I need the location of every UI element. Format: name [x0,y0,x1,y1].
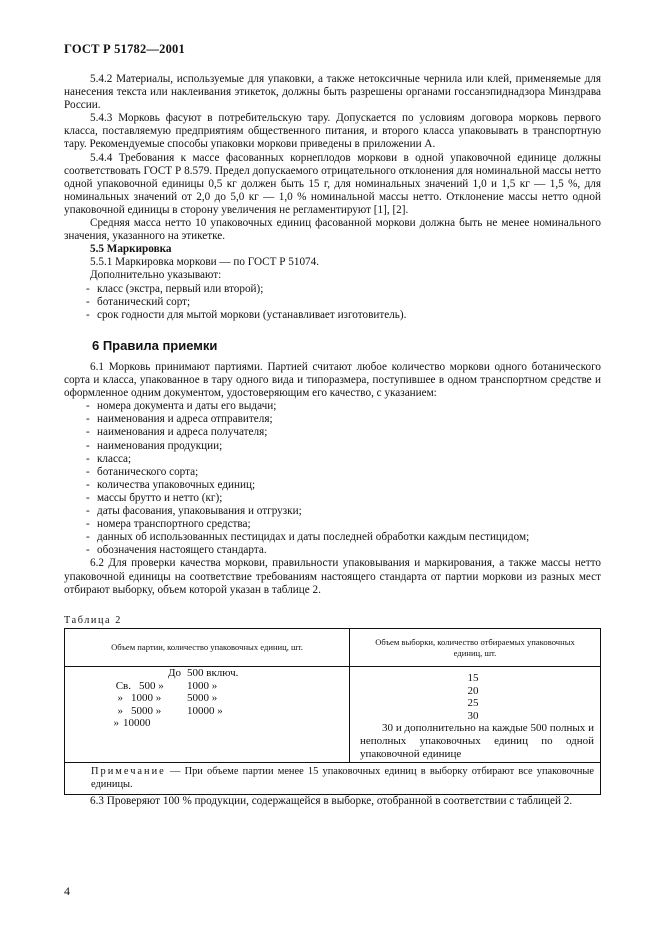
range-prefix: » [113,717,119,730]
list-item: - данных об использованных пестицидах и даты последней обработки каждым пестицидом; [84,531,601,544]
range-to: 10000 » [187,704,223,717]
range-prefix: » [117,692,123,705]
lot-size-cell [65,667,350,763]
sample-value-extra: 30 и дополнительно на каждые 500 полных и неполных упаковочных единиц по одной упаковочной единице [360,722,594,760]
table-row [65,692,349,705]
list-item: - срок годности для мытой моркови (устанавливает изготовитель). [84,309,601,322]
table-header-lot-size: Объем партии, количество упаковочных единиц, шт. [65,629,350,667]
range-from: 5000 » [131,704,162,717]
list-item: - обозначения настоящего стандарта. [84,544,601,557]
range-to: 5000 » [187,692,218,705]
section-6-title: 6 Правила приемки [92,338,218,353]
section-5-5-title: 5.5 Маркировка [90,243,172,256]
section-5-text [64,73,601,322]
note-label: Примечание [91,766,166,778]
table-row [65,680,349,693]
range-to: 500 включ. [187,667,239,679]
list-item: - наименования и адреса получателя; [84,426,601,439]
list-item: - класс (экстра, первый или второй); [84,283,601,296]
section-6-3-text [64,795,601,808]
paragraph-5-4-3: 5.4.3 Морковь фасуют в потребительскую тару. Допускается по условиям договора морковь первого класса, поставляемую предприятиям общественного питания, и второго класса упаковывать в транспортную тару. Рекомендуемые способы упаковки моркови приведены в приложении А. [64,112,601,151]
range-prefix: » [117,704,123,717]
marking-list [84,283,601,322]
paragraph-6-1: 6.1 Морковь принимают партиями. Партией считают любое количество моркови одного ботанического сорта и класса, упакованное в тару одного вида и типоразмера, поступившее в одном транспортном средстве и оформленное одним документом, удостоверяющим его качество, с указанием: [64,361,601,400]
sample-value: 30 [467,709,479,722]
table-row [65,667,349,680]
list-item: - наименования и адреса отправителя; [84,413,601,426]
page-number: 4 [64,884,70,898]
section-6-text [64,361,601,597]
range-to: 1000 » [187,679,218,692]
list-item: - ботанический сорт; [84,296,601,309]
range-prefix: Св. [115,679,131,692]
table-note [65,763,601,795]
sample-value: 25 [467,697,479,710]
paragraph-additional: Дополнительно указывают: [90,269,222,282]
sample-value: 15 [467,672,479,684]
document-header: ГОСТ Р 51782—2001 [64,42,185,56]
list-item: - ботанического сорта; [84,466,601,479]
list-item: - номера документа и даты его выдачи; [84,400,601,413]
table-header-sample-size: Объем выборки, количество отбираемых упаковочных единиц, шт. [350,629,601,667]
list-item: - номера транспортного средства; [84,518,601,531]
paragraph-6-3: 6.3 Проверяют 100 % продукции, содержащейся в выборке, отобранной в соответствии с таблицей 2. [90,795,573,807]
range-prefix [65,667,139,680]
table-row [65,717,349,730]
table-caption: Таблица 2 [64,615,122,626]
sample-value: 20 [467,684,479,697]
sample-size-cell [350,667,601,763]
range-from: 1000 » [131,692,162,705]
list-item: - наименования продукции; [84,440,601,453]
document-fields-list [84,400,601,557]
paragraph-5-5-1: 5.5.1 Маркировка моркови — по ГОСТ Р 51074. [90,256,320,269]
list-item: - количества упаковочных единиц; [84,479,601,492]
note-text: — При объеме партии менее 15 упаковочных единиц в выборку отбирают все упаковочные единицы. [91,766,594,790]
range-from: 10000 [123,717,151,730]
table-row [65,705,349,718]
list-item: - класса; [84,453,601,466]
range-from: До [167,667,181,679]
paragraph-5-4-2: 5.4.2 Материалы, используемые для упаковки, а также нетоксичные чернила или клей, применяемые для нанесения текста или наклеивания этикеток, должны быть разрешены органами госсанэпиднадзора Минздрава России. [64,73,601,112]
paragraph-5-4-4: 5.4.4 Требования к массе фасованных корнеплодов моркови в одной упаковочной единице должны соответствовать ГОСТ Р 8.579. Предел допускаемого отрицательного отклонения для номинальной массы нетто одной упаковочной единицы 0,5 кг должен быть 15 г, для номинальных значений 1,0 и 1,5 кг — 1,5 %, для номинальных значений от 2,0 до 5,0 кг — 1,0 % номинальной массы нетто. Отклонение массы нетто одной упаковочной единицы в сторону увеличения не регламентируют [1], [2]. [64,151,601,216]
sample-size-table [64,628,601,795]
paragraph-6-2: 6.2 Для проверки качества моркови, правильности упаковывания и маркирования, а также массы нетто упаковочной единицы на соответствие требованиям настоящего стандарта от партии моркови из разных мест отбирают выборку, объем которой указан в таблице 2. [64,557,601,596]
range-from: 500 » [139,679,164,692]
list-item: - массы брутто и нетто (кг); [84,492,601,505]
list-item: - даты фасования, упаковывания и отгрузки; [84,505,601,518]
paragraph-average-mass: Средняя масса нетто 10 упаковочных единиц фасованной моркови должна быть не менее номинального значения, указанного на этикетке. [64,217,601,243]
